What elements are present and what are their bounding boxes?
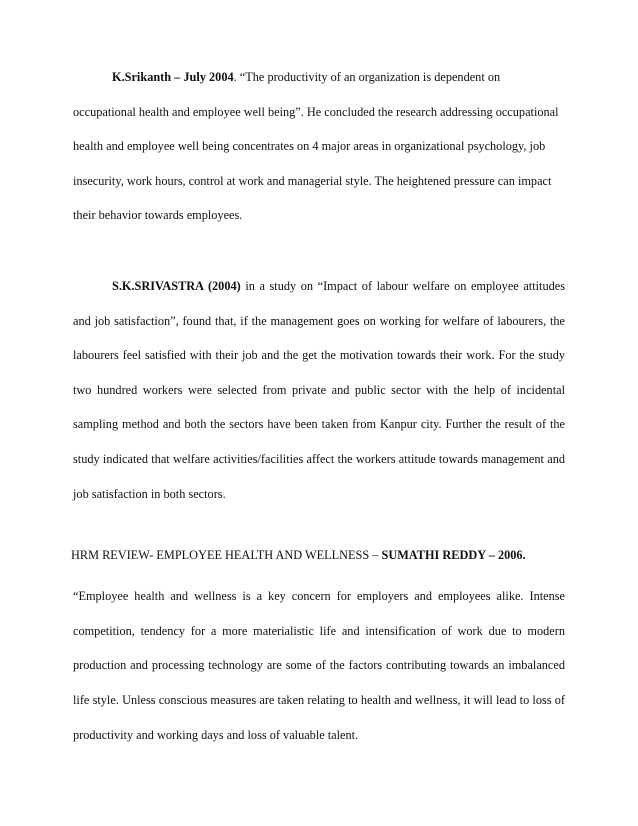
spacer: [73, 565, 565, 579]
paragraph-srikanth: [73, 60, 565, 233]
heading-text: HRM REVIEW- EMPLOYEE HEALTH AND WELLNESS –: [71, 548, 382, 563]
spacer: [73, 233, 565, 269]
paragraph-text: “Employee health and wellness is a key concern for employers and employees alike. Intense competition, tendency for a more materialistic life and intensification of work due to modern production and processing technology are some of the factors contributing towards an imbalanced life style. Unless conscious measures are taken relating to health and wellness, it will lead to loss of productivity and working days and loss of valuable talent.: [73, 589, 565, 742]
paragraph-text: in a study on “Impact of labour welfare on employee attitudes and job satisfaction”, found that, if the management goes on working for welfare of labourers, the labourers feel satisfied with their job and the get the motivation towards their work. For the study two hundred workers were selected from private and public sector with the help of incidental sampling method and both the sectors have been taken from Kanpur city. Further the result of the study indicated that welfare activities/facilities affect the workers attitude towards management and job satisfaction in both sectors.: [73, 278, 565, 501]
document-page: [73, 60, 565, 752]
author-citation: K.Srikanth – July 2004: [112, 70, 234, 84]
section-heading: [71, 545, 565, 565]
paragraph-srivastra: [73, 269, 565, 511]
paragraph-reddy: [73, 579, 565, 752]
spacer: [73, 511, 565, 545]
heading-author: SUMATHI REDDY – 2006.: [381, 548, 526, 563]
paragraph-text: . “The productivity of an organization is dependent on occupational health and employee well being”. He concluded the research addressing occupational health and employee well being concentrates on 4 major areas in organizational psychology, job insecurity, work hours, control at work and managerial style. The heightened pressure can impact their behavior towards employees.: [73, 70, 559, 223]
author-citation: S.K.SRIVASTRA (2004): [112, 278, 241, 293]
